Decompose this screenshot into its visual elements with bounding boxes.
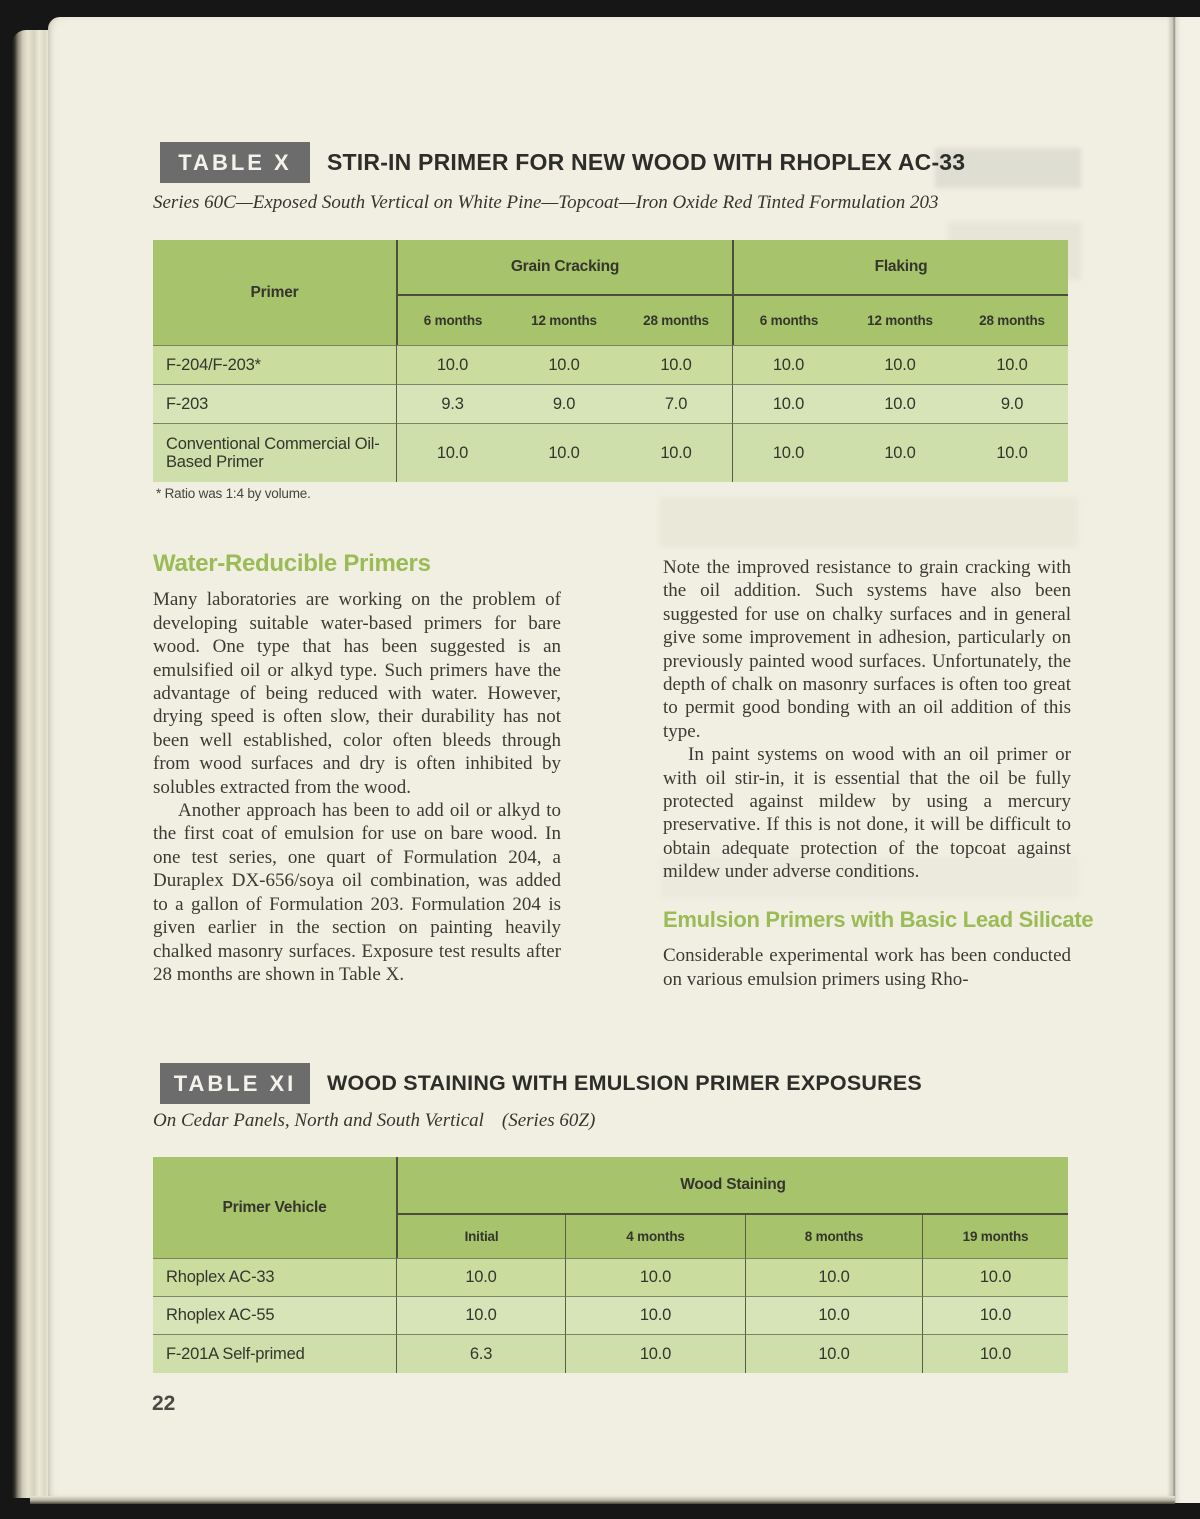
table-x-subtitle: Series 60C—Exposed South Vertical on White Pine—Topcoat—Iron Oxide Red Tinted Formulation 203 bbox=[153, 192, 939, 213]
table-x-subcol: 6 months bbox=[732, 296, 844, 345]
page-number: 22 bbox=[152, 1392, 176, 1415]
table-cell: 10.0 bbox=[396, 345, 508, 384]
table-cell: 10.0 bbox=[844, 345, 956, 384]
table-xi-series-note: (Series 60Z) bbox=[501, 1110, 596, 1131]
table-x-subcol: 12 months bbox=[508, 296, 620, 345]
table-cell: 10.0 bbox=[732, 423, 844, 482]
table-cell: 10.0 bbox=[620, 423, 732, 482]
showthrough-ghost-text bbox=[660, 497, 1078, 547]
table-x-title: STIR-IN PRIMER FOR NEW WOOD WITH RHOPLEX AC-33 bbox=[327, 149, 966, 175]
book-page-stack-edge bbox=[12, 30, 50, 1498]
table-cell: 10.0 bbox=[956, 423, 1068, 482]
table-x bbox=[153, 240, 1068, 482]
table-x-subcol: 12 months bbox=[844, 296, 956, 345]
table-x-tag: TABLE X bbox=[160, 142, 310, 183]
table-cell: 10.0 bbox=[922, 1258, 1068, 1296]
paragraph: Many laboratories are working on the problem of developing suitable water-based primers for bare wood. One type that has been suggested is an emulsified oil or alkyd type. Such primers have the advantage of being reduced with water. However, drying speed is often slow, their durability has not been well established, color often bleeds through from wood surfaces and dry is often inhibited by solubles extracted from the wood. bbox=[153, 589, 561, 798]
table-cell: 10.0 bbox=[732, 384, 844, 423]
table-cell: 10.0 bbox=[922, 1296, 1068, 1334]
table-cell: 10.0 bbox=[844, 423, 956, 482]
paragraph: In paint systems on wood with an oil primer or with oil stir-in, it is essential that the oil be fully protected against mildew by using a mercury preservative. If this is not done, it will be difficult to obtain adequate protection of the topcoat against mildew under adverse conditions. bbox=[663, 744, 1071, 883]
table-cell: 10.0 bbox=[745, 1258, 922, 1296]
table-xi-group-wood-staining: Wood Staining bbox=[396, 1157, 1068, 1215]
table-cell: 10.0 bbox=[396, 1296, 565, 1334]
table-x-subcol: 28 months bbox=[956, 296, 1068, 345]
table-cell: 10.0 bbox=[732, 345, 844, 384]
table-cell: 10.0 bbox=[956, 345, 1068, 384]
table-x-row-header: Primer bbox=[153, 240, 396, 345]
table-cell: 10.0 bbox=[745, 1334, 922, 1373]
table-xi-subcol: 8 months bbox=[745, 1215, 922, 1258]
table-x-footnote: * Ratio was 1:4 by volume. bbox=[156, 486, 311, 501]
table-row-label: F-203 bbox=[153, 384, 396, 423]
table-xi-row-header: Primer Vehicle bbox=[153, 1157, 396, 1258]
table-cell: 10.0 bbox=[922, 1334, 1068, 1373]
section-heading-water-reducible: Water-Reducible Primers bbox=[153, 550, 431, 577]
table-row-label: F-201A Self-primed bbox=[153, 1334, 396, 1373]
paragraph: Note the improved resistance to grain cracking with the oil addition. Such systems have also been suggested for use on chalky surfaces and in general give some improvement in adhesion, particularly on previously painted wood surfaces. Unfortunately, the depth of chalk on masonry surfaces is often too great to permit good bonding with an oil addition of this type. bbox=[663, 557, 1071, 742]
table-xi-subtitle bbox=[153, 1110, 595, 1132]
table-row-label: Conventional Commercial Oil-Based Primer bbox=[153, 423, 396, 482]
table-row-label: F-204/F-203* bbox=[153, 345, 396, 384]
table-xi-subtitle-text: On Cedar Panels, North and South Vertical bbox=[153, 1110, 484, 1131]
table-x-group-grain-cracking: Grain Cracking bbox=[396, 240, 732, 296]
table-row-label: Rhoplex AC-33 bbox=[153, 1258, 396, 1296]
table-cell: 10.0 bbox=[565, 1296, 745, 1334]
table-cell: 10.0 bbox=[844, 384, 956, 423]
paragraph: Considerable experimental work has been conducted on various emulsion primers using Rho- bbox=[663, 945, 1071, 990]
bottom-page-stack-edge bbox=[30, 1496, 1175, 1504]
table-xi-title: WOOD STAINING WITH EMULSION PRIMER EXPOSURES bbox=[327, 1071, 922, 1095]
table-x-subcol: 6 months bbox=[396, 296, 508, 345]
section-heading-emulsion-primers: Emulsion Primers with Basic Lead Silicate bbox=[663, 906, 1094, 932]
table-cell: 10.0 bbox=[565, 1258, 745, 1296]
table-xi-subcol: 19 months bbox=[922, 1215, 1068, 1258]
table-cell: 10.0 bbox=[565, 1334, 745, 1373]
table-cell: 10.0 bbox=[508, 345, 620, 384]
table-cell: 10.0 bbox=[396, 423, 508, 482]
table-cell: 9.0 bbox=[508, 384, 620, 423]
table-cell: 9.3 bbox=[396, 384, 508, 423]
table-row-label: Rhoplex AC-55 bbox=[153, 1296, 396, 1334]
page-fold-crease bbox=[1167, 17, 1181, 1503]
table-xi bbox=[153, 1157, 1068, 1373]
table-cell: 10.0 bbox=[508, 423, 620, 482]
table-cell: 10.0 bbox=[620, 345, 732, 384]
table-xi-subcol: 4 months bbox=[565, 1215, 745, 1258]
left-text-column bbox=[153, 552, 561, 986]
table-x-subcol: 28 months bbox=[620, 296, 732, 345]
table-xi-subcol: Initial bbox=[396, 1215, 565, 1258]
table-cell: 9.0 bbox=[956, 384, 1068, 423]
table-cell: 7.0 bbox=[620, 384, 732, 423]
table-cell: 6.3 bbox=[396, 1334, 565, 1373]
paragraph: Another approach has been to add oil or alkyd to the first coat of emulsion for use on bare wood. In one test series, one quart of Formulation 204, a Duraplex DX-656/soya oil combination, was added to a gallon of Formulation 203. Formulation 204 is given earlier in the section on painting heavily chalked masonry surfaces. Exposure test results after 28 months are shown in Table X. bbox=[153, 800, 561, 985]
table-cell: 10.0 bbox=[396, 1258, 565, 1296]
table-xi-tag: TABLE XI bbox=[160, 1063, 310, 1104]
right-text-column bbox=[663, 556, 1094, 991]
table-cell: 10.0 bbox=[745, 1296, 922, 1334]
table-x-group-flaking: Flaking bbox=[732, 240, 1068, 296]
